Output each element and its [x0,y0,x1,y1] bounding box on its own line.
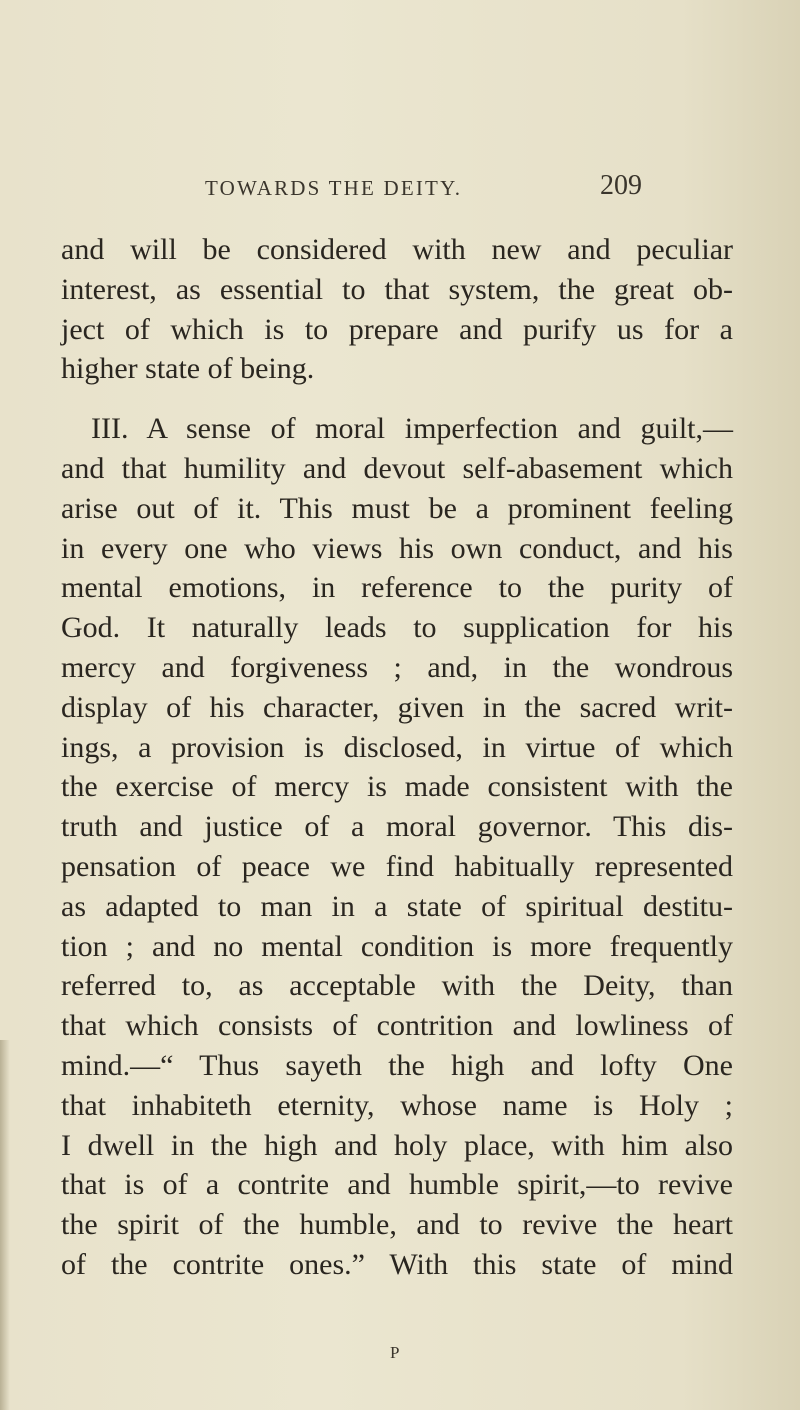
text-line: tion ; and no mental condition is more frequently [61,929,733,963]
page-gutter-shadow [0,1040,10,1410]
text-line: that which consists of contrition and lowliness of [61,1009,733,1043]
text-line: referred to, as acceptable with the Deity, than [61,969,733,1003]
text-line: and that humility and devout self-abasement which [61,451,733,485]
text-line: mercy and forgiveness ; and, in the wondrous [61,650,733,684]
text-line: as adapted to man in a state of spiritual destitu- [61,889,733,923]
paragraph-gap [61,389,733,409]
text-line: III. A sense of moral imperfection and guilt,— [91,412,733,446]
text-line: truth and justice of a moral governor. This dis- [61,810,733,844]
running-head-title: TOWARDS THE DEITY. [205,176,463,200]
text-line: arise out of it. This must be a prominent feeling [61,491,733,525]
text-line: interest, as essential to that system, the great ob- [61,272,733,306]
text-line: I dwell in the high and holy place, with him also [61,1128,733,1162]
body-text [61,230,733,1285]
text-line: mental emotions, in reference to the purity of [61,571,733,605]
text-line: and will be considered with new and peculiar [61,233,733,266]
text-line: ings, a provision is disclosed, in virtue of which [61,730,733,764]
page-number: 209 [600,170,642,201]
text-line: in every one who views his own conduct, and his [61,531,733,565]
paragraph-section-iii [61,409,733,449]
text-line: that inhabiteth eternity, whose name is Holy ; [61,1088,733,1122]
text-line: of the contrite ones.” With this state of mind [61,1247,733,1281]
text-line: pensation of peace we find habitually represented [61,849,733,883]
paragraph-continuation [61,230,733,389]
text-line: higher state of being. [61,352,315,386]
text-line: ject of which is to prepare and purify us for a [61,312,733,346]
paragraph-section-iii-body [61,449,733,1285]
text-line: the exercise of mercy is made consistent with the [61,770,733,804]
text-line: the spirit of the humble, and to revive the heart [61,1208,733,1242]
text-line: display of his character, given in the sacred writ- [61,690,733,724]
text-line: God. It naturally leads to supplication for his [61,611,733,645]
signature-mark: P [390,1343,400,1362]
text-line: that is of a contrite and humble spirit,—to revive [61,1168,733,1202]
text-line: mind.—“ Thus sayeth the high and lofty One [61,1048,733,1082]
